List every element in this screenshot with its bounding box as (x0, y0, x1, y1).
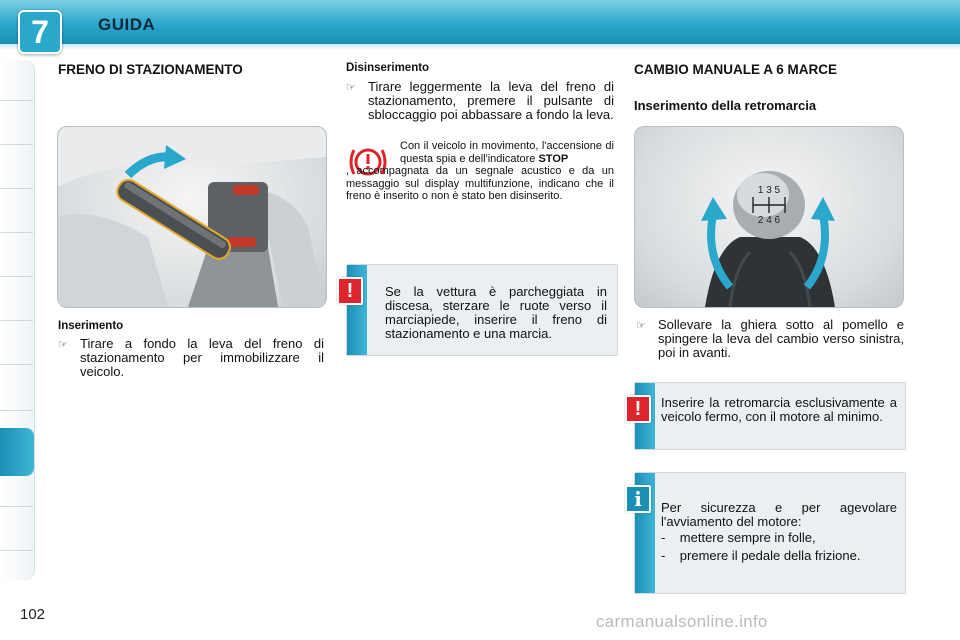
side-tab-divider (0, 232, 33, 233)
info-icon: i (625, 485, 651, 513)
parking-brake-title: FRENO DI STAZIONAMENTO (58, 62, 243, 77)
parking-brake-drawing (58, 127, 326, 307)
start-info-item-text: mettere sempre in folle, (679, 530, 816, 545)
side-tab-divider (0, 550, 33, 551)
side-tab-divider (0, 188, 33, 189)
page-number: 102 (20, 606, 46, 623)
gear-lever-drawing (635, 127, 903, 307)
engage-instruction (58, 336, 324, 379)
reverse-warning-text: Inserire la retromarcia esclusivamente a veicolo fermo, con il motore al minimo. (661, 395, 897, 424)
stop-lamp-note-top (400, 140, 614, 165)
parking-brake-illustration (57, 126, 327, 308)
release-instruction-text: Tirare leggermente la leva del freno di stazionamento, premere il pulsante di sbloccaggio poi abbassare a fondo la leva. (368, 79, 614, 122)
exclamation-icon: ! (337, 277, 363, 305)
start-info-item: - premere il pedale della frizione. (661, 548, 861, 563)
side-tab-divider (0, 506, 33, 507)
start-info-box (634, 472, 906, 594)
pointing-hand-icon: ☞ (58, 339, 68, 351)
gear-lever-illustration (634, 126, 904, 308)
stop-lamp-note-before: Con il veicolo in movimento, l'accensione di questa spia e dell'indicatore (400, 140, 614, 165)
release-heading: Disinserimento (346, 62, 430, 74)
header-band-fade (0, 44, 960, 50)
stop-lamp-note-bottom (346, 165, 614, 203)
gear-pattern-bottom: 2 4 6 (757, 215, 781, 226)
side-tab-divider (0, 144, 33, 145)
chapter-side-tabs (0, 60, 35, 580)
reverse-warning-box (634, 382, 906, 450)
chapter-number-badge: 7 (18, 10, 62, 54)
gearbox-title: CAMBIO MANUALE A 6 MARCE (634, 62, 837, 77)
side-tab-divider (0, 364, 33, 365)
reverse-gear-instruction (636, 317, 904, 360)
stop-word: STOP (538, 152, 569, 165)
reverse-gear-subtitle: Inserimento della retromarcia (634, 98, 817, 113)
parking-warning-text: Se la vettura è parcheggiata in discesa, sterzare le ruote verso il marciapiede, inserire il freno di stazionamento e una marcia. (385, 284, 607, 341)
engage-instruction-text: Tirare a fondo la leva del freno di stazionamento per immobilizzare il veicolo. (80, 336, 324, 379)
gear-pattern-top: 1 3 5 (757, 185, 781, 196)
exclamation-icon: ! (625, 395, 651, 423)
reverse-gear-instruction-text: Sollevare la ghiera sotto al pomello e spingere la leva del cambio verso sinistra, poi in avanti. (658, 317, 904, 360)
start-info-item-text: premere il pedale della frizione. (679, 548, 861, 563)
site-watermark: carmanualsonline.info (596, 612, 768, 631)
engage-heading: Inserimento (58, 320, 124, 332)
pointing-hand-icon: ☞ (346, 82, 356, 94)
side-tab-divider (0, 100, 33, 101)
side-tab-divider (0, 410, 33, 411)
side-tab-divider (0, 320, 33, 321)
stop-lamp-note-after: , accompagnata da un segnale acustico e da un messaggio sul display multifunzione, indicano che il freno è inserito o non è stato ben disinserito. (346, 165, 614, 202)
chapter-title: GUIDA (98, 15, 156, 34)
release-instruction (346, 79, 614, 122)
side-tab-active (0, 428, 34, 476)
start-info-intro: Per sicurezza e per agevolare l'avviamento del motore: (661, 500, 897, 529)
parking-warning-box (346, 264, 618, 356)
start-info-item: - mettere sempre in folle, (661, 530, 816, 545)
pointing-hand-icon: ☞ (636, 320, 646, 332)
side-tab-divider (0, 276, 33, 277)
